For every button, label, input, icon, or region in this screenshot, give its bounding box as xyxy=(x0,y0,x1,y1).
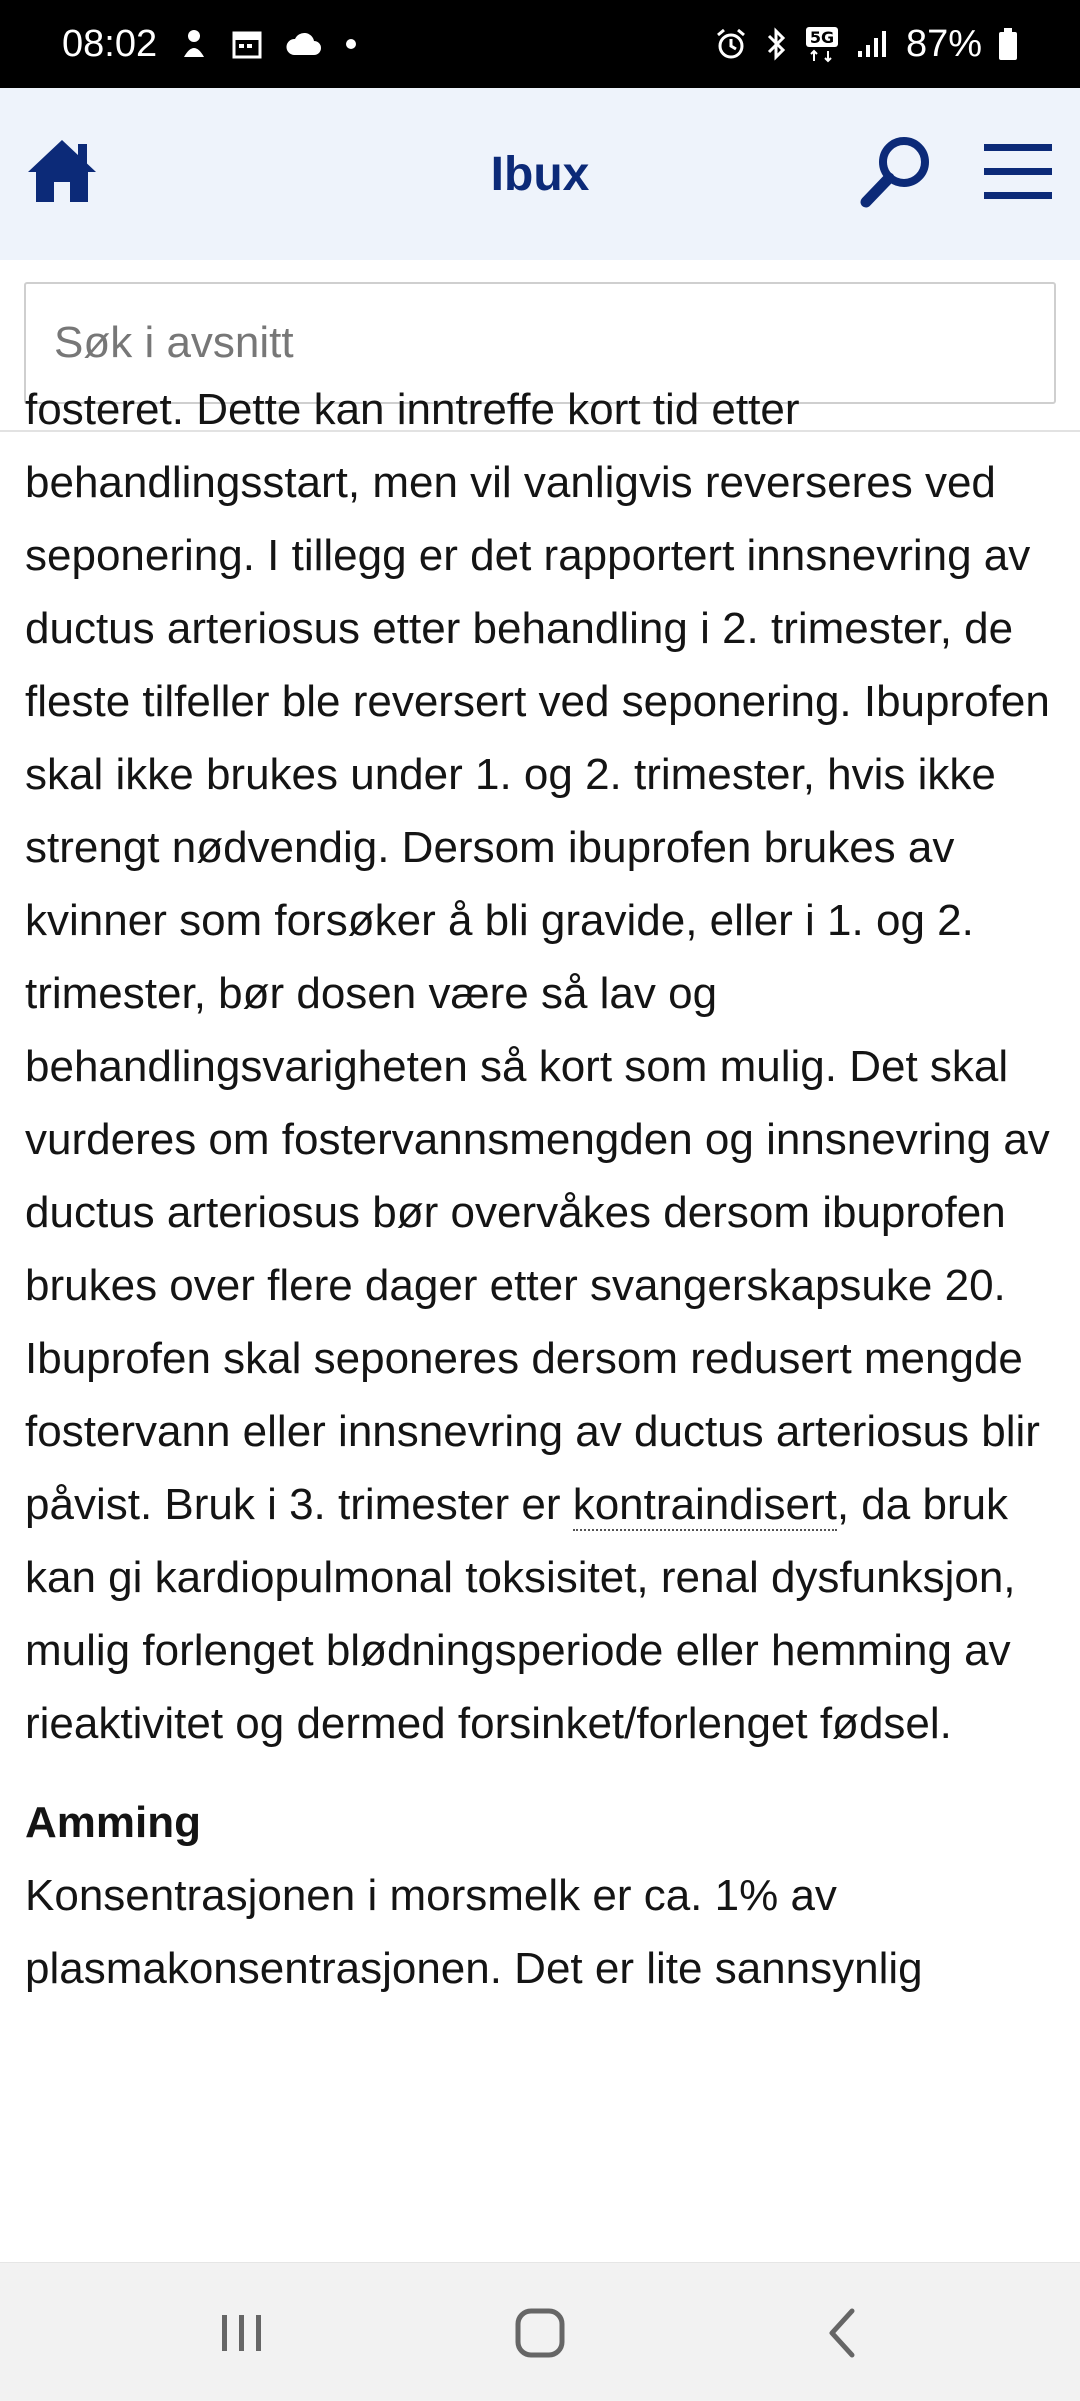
section-paragraph-amming: Konsentrasjonen i morsmelk er ca. 1% av plasmakonsentrasjonen. Det er lite sannsynlig xyxy=(25,1871,923,1993)
5g-icon xyxy=(804,25,840,63)
back-icon[interactable] xyxy=(812,2301,876,2365)
status-bar xyxy=(0,0,1080,88)
signal-icon xyxy=(856,29,890,59)
nav-home-icon[interactable] xyxy=(508,2301,572,2365)
svg-text:5G: 5G xyxy=(809,28,835,47)
battery-icon xyxy=(998,27,1018,61)
article-content[interactable] xyxy=(0,385,1080,2244)
glossary-term-link[interactable]: kontraindisert xyxy=(572,1480,837,1529)
article-paragraph xyxy=(25,373,1065,1760)
section-heading-amming: Amming xyxy=(25,1798,201,1847)
menu-icon[interactable] xyxy=(980,136,1056,212)
search-icon[interactable] xyxy=(856,132,936,212)
recent-apps-icon[interactable] xyxy=(210,2301,274,2365)
cloud-icon xyxy=(285,31,323,57)
paragraph-text-continued: , da bruk kan gi kardiopulmonal toksisitet, renal dysfunksjon, mulig forlenget blødningsperiode eller hemming av rieaktivitet og dermed forsinket/forlenget fødsel. xyxy=(25,1480,1016,1748)
app-header xyxy=(0,88,1080,260)
system-nav-bar xyxy=(0,2262,1080,2401)
notification-icon xyxy=(179,27,209,61)
partial-line: fosteret. Dette kan inntreffe kort tid etter xyxy=(25,385,800,434)
dot-icon xyxy=(345,38,357,50)
page-title: Ibux xyxy=(490,147,590,201)
alarm-icon xyxy=(714,27,748,61)
battery-percent: 87% xyxy=(905,22,982,65)
paragraph-text: behandlingsstart, men vil vanligvis reverseres ved seponering. I tillegg er det rapportert innsnevring av ductus arteriosus etter behandling i 2. trimester, de fleste tilfeller ble reversert ved seponering. Ibuprofen skal ikke brukes under 1. og 2. trimester, hvis ikke strengt nødvendig. Dersom ibuprofen brukes av kvinner som forsøker å bli gravide, eller i 1. og 2. trimester, bør dosen være så lav og behandlingsvarigheten så kort som mulig. Det skal vurderes om fostervannsmengden og innsnevring av ductus arteriosus bør overvåkes dersom ibuprofen brukes over flere dager etter svangerskapsuke 20. Ibuprofen skal seponeres dersom redusert mengde fostervann eller innsnevring av ductus arteriosus blir påvist. Bruk i 3. trimester er xyxy=(25,458,1050,1529)
bluetooth-icon xyxy=(764,27,788,61)
status-time: 08:02 xyxy=(62,22,158,65)
calendar-icon xyxy=(231,28,263,60)
